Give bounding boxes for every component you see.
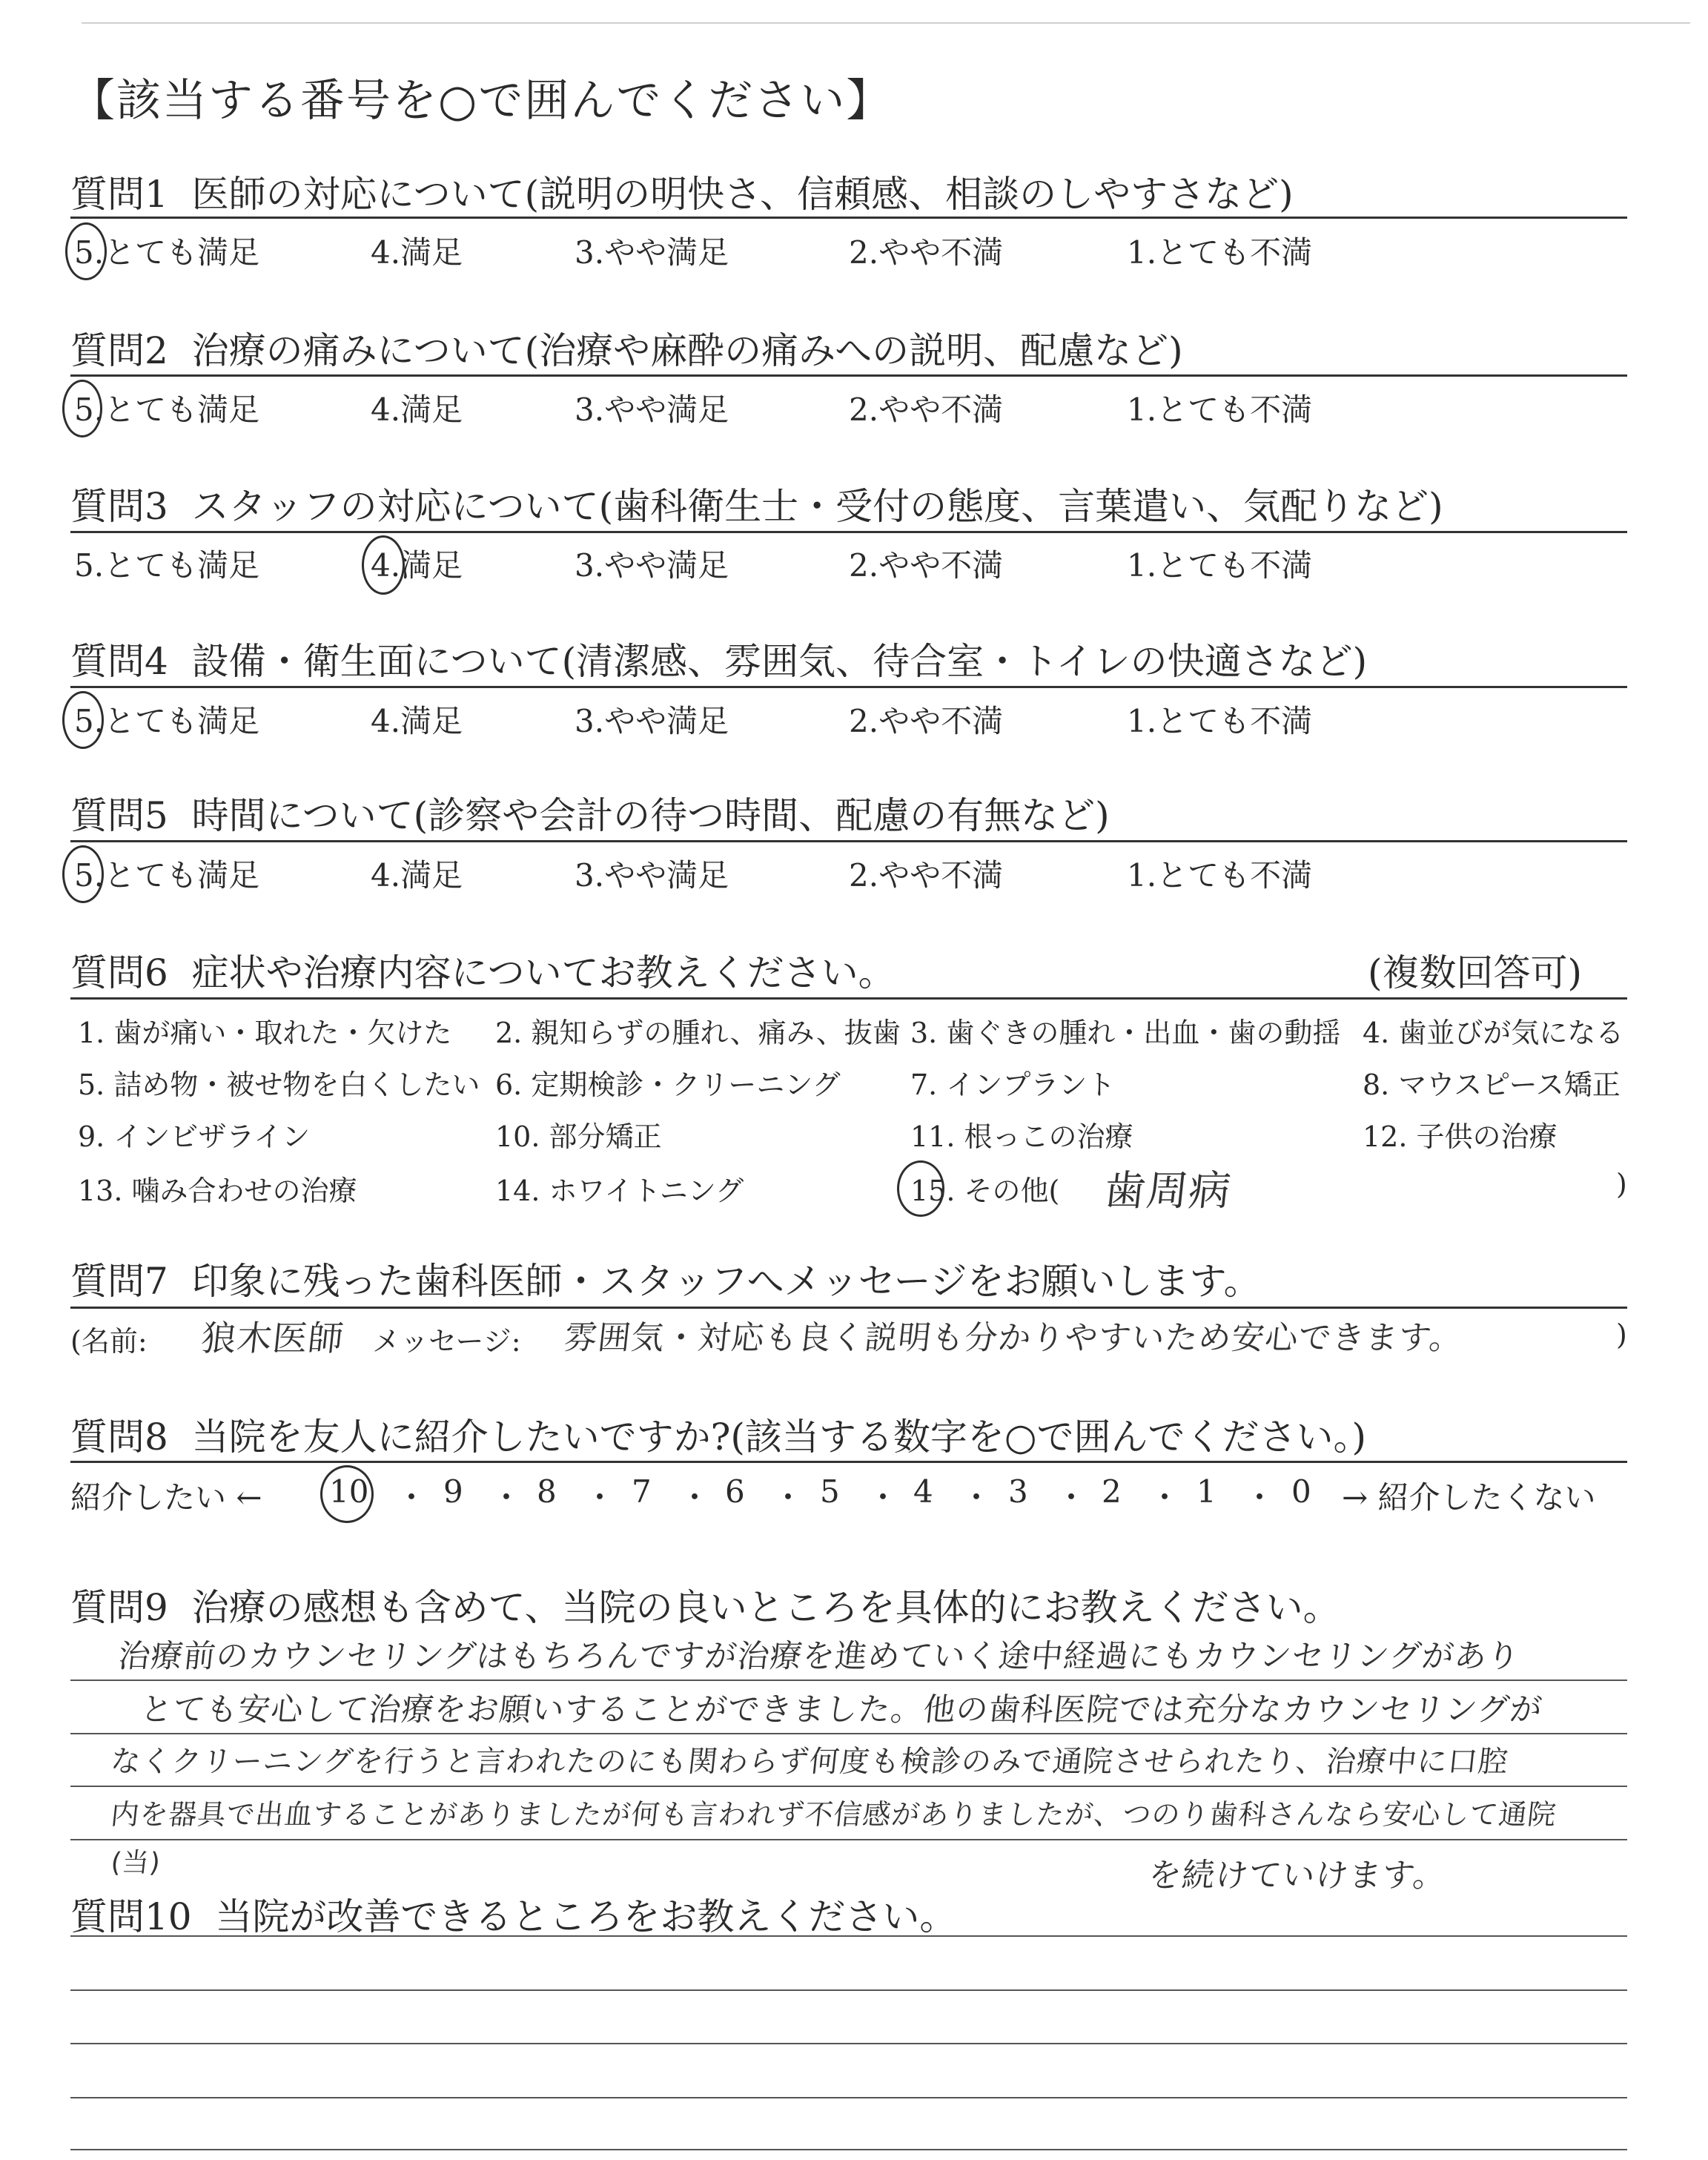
selection-circle bbox=[62, 380, 102, 437]
scale-dot: ・ bbox=[1056, 1479, 1088, 1516]
answer-text-line: 内を器具で出血することがありましたが何も言われず不信感がありましたが、つのり歯科さんなら安心して通院 bbox=[109, 1798, 1558, 1831]
answer-text-line: なくクリーニングを行うと言われたのにも関わらず何度も検診のみで通院させられたり、治療中に口腔 bbox=[109, 1745, 1511, 1779]
answer-text-line: を続けていけます。 bbox=[1146, 1857, 1449, 1895]
question-10: 質問10 当院が改善できるところをお教えください。 bbox=[70, 1895, 957, 1938]
question-7-rule bbox=[70, 1307, 1627, 1309]
answer-text-line: 治療前のカウンセリングはもちろんですが治療を進めていく途中経過にもカウンセリングがあり bbox=[116, 1638, 1522, 1675]
treatment-option[interactable]: 7. インプラント bbox=[910, 1069, 1116, 1101]
selection-circle bbox=[320, 1465, 374, 1523]
question-1-rule bbox=[70, 217, 1627, 219]
answer-line bbox=[70, 1733, 1627, 1734]
scale-value[interactable]: 5 bbox=[820, 1473, 840, 1510]
question-8: 質問8 当院を友人に紹介したいですか?(該当する数字を○で囲んでください。) bbox=[70, 1416, 1367, 1459]
question-8-rule bbox=[70, 1461, 1627, 1463]
answer-line[interactable] bbox=[70, 2149, 1627, 2150]
scale-dot: ・ bbox=[491, 1479, 523, 1516]
rating-option-3[interactable]: 3.やや満足 bbox=[575, 392, 729, 428]
scale-dot: ・ bbox=[1149, 1479, 1181, 1516]
scale-dot: ・ bbox=[867, 1479, 899, 1516]
rating-option-5[interactable]: 5.とても満足 bbox=[74, 703, 260, 739]
rating-option-1[interactable]: 1.とても不満 bbox=[1127, 703, 1313, 739]
other-close-paren: ) bbox=[1616, 1168, 1627, 1200]
question-7: 質問7 印象に残った歯科医師・スタッフへメッセージをお願いします。 bbox=[70, 1260, 1261, 1303]
scale-left-label: 紹介したい ← bbox=[70, 1479, 262, 1516]
answer-text-line: とても安心して治療をお願いすることができました。他の歯科医院では充分なカウンセリングが bbox=[139, 1691, 1545, 1728]
scale-value[interactable]: 10 bbox=[329, 1473, 369, 1510]
treatment-option[interactable]: 8. マウスピース矯正 bbox=[1363, 1069, 1621, 1101]
treatment-option[interactable]: 10. 部分矯正 bbox=[495, 1120, 662, 1153]
rating-option-4[interactable]: 4.満足 bbox=[371, 392, 463, 428]
question-9: 質問9 治療の感想も含めて、当院の良いところを具体的にお教えください。 bbox=[70, 1586, 1340, 1629]
rating-option-1[interactable]: 1.とても不満 bbox=[1127, 392, 1313, 428]
page-title: 【該当する番号を○で囲んでください】 bbox=[70, 75, 893, 127]
message-close-paren: ) bbox=[1616, 1318, 1627, 1351]
answer-line[interactable] bbox=[70, 2043, 1627, 2044]
question-6: 質問6 症状や治療内容についてお教えください。 bbox=[70, 951, 896, 994]
selection-circle bbox=[62, 845, 104, 903]
treatment-option-other[interactable]: 15. その他( bbox=[910, 1175, 1060, 1207]
rating-option-2[interactable]: 2.やや不満 bbox=[849, 392, 1004, 428]
question-4: 質問4 設備・衛生面について(清潔感、雰囲気、待合室・トイレの快適さなど) bbox=[70, 640, 1368, 683]
treatment-option[interactable]: 6. 定期検診・クリーニング bbox=[495, 1069, 841, 1101]
treatment-option[interactable]: 1. 歯が痛い・取れた・欠けた bbox=[78, 1017, 452, 1049]
message-label: メッセージ: bbox=[372, 1325, 521, 1358]
rating-option-4[interactable]: 4.満足 bbox=[371, 857, 463, 894]
treatment-option[interactable]: 4. 歯並びが気になる bbox=[1363, 1017, 1624, 1049]
treatment-option[interactable]: 13. 噛み合わせの治療 bbox=[78, 1175, 357, 1207]
rating-option-4[interactable]: 4.満足 bbox=[371, 234, 463, 271]
answer-line bbox=[70, 1839, 1627, 1840]
rating-option-4[interactable]: 4.満足 bbox=[371, 547, 463, 584]
rating-option-4[interactable]: 4.満足 bbox=[371, 703, 463, 739]
treatment-option[interactable]: 5. 詰め物・被せ物を白くしたい bbox=[78, 1069, 480, 1101]
treatment-option[interactable]: 3. 歯ぐきの腫れ・出血・歯の動揺 bbox=[910, 1017, 1341, 1049]
rating-option-5[interactable]: 5.とても満足 bbox=[74, 547, 260, 584]
scale-dot: ・ bbox=[396, 1479, 428, 1516]
rating-option-1[interactable]: 1.とても不満 bbox=[1127, 547, 1313, 584]
name-label: (名前: bbox=[70, 1325, 148, 1358]
scale-value[interactable]: 9 bbox=[443, 1473, 463, 1510]
selection-circle bbox=[897, 1160, 944, 1217]
rating-option-1[interactable]: 1.とても不満 bbox=[1127, 234, 1313, 271]
question-1: 質問1 医師の対応について(説明の明快さ、信頼感、相談のしやすさなど) bbox=[70, 173, 1294, 216]
question-5-rule bbox=[70, 840, 1627, 842]
question-3: 質問3 スタッフの対応について(歯科衛生士・受付の態度、言葉遣い、気配りなど) bbox=[70, 485, 1443, 528]
answer-text-note: (当) bbox=[109, 1848, 162, 1878]
scale-dot: ・ bbox=[1244, 1479, 1276, 1516]
rating-option-2[interactable]: 2.やや不満 bbox=[849, 703, 1004, 739]
name-value-handwritten: 狼木医師 bbox=[199, 1318, 346, 1359]
treatment-option[interactable]: 9. インビザライン bbox=[78, 1120, 311, 1153]
scale-value[interactable]: 7 bbox=[632, 1473, 652, 1510]
rating-option-5[interactable]: 5.とても満足 bbox=[74, 392, 260, 428]
scale-value[interactable]: 6 bbox=[725, 1473, 745, 1510]
scale-value[interactable]: 0 bbox=[1291, 1473, 1311, 1510]
rating-option-3[interactable]: 3.やや満足 bbox=[575, 547, 729, 584]
rating-option-2[interactable]: 2.やや不満 bbox=[849, 547, 1004, 584]
question-3-rule bbox=[70, 531, 1627, 533]
selection-circle bbox=[65, 222, 107, 280]
rating-option-3[interactable]: 3.やや満足 bbox=[575, 857, 729, 894]
treatment-option[interactable]: 12. 子供の治療 bbox=[1363, 1120, 1558, 1153]
question-2: 質問2 治療の痛みについて(治療や麻酔の痛みへの説明、配慮など) bbox=[70, 329, 1183, 372]
scale-right-label: → 紹介したくない bbox=[1342, 1479, 1596, 1516]
rating-option-3[interactable]: 3.やや満足 bbox=[575, 234, 729, 271]
scale-value[interactable]: 2 bbox=[1102, 1473, 1122, 1510]
treatment-option[interactable]: 14. ホワイトニング bbox=[495, 1175, 744, 1207]
question-4-rule bbox=[70, 686, 1627, 688]
scale-dot: ・ bbox=[772, 1479, 804, 1516]
question-5: 質問5 時間について(診察や会計の待つ時間、配慮の有無など) bbox=[70, 794, 1110, 837]
answer-line[interactable] bbox=[70, 2097, 1627, 2098]
answer-line bbox=[70, 1786, 1627, 1787]
scale-dot: ・ bbox=[584, 1479, 616, 1516]
rating-option-1[interactable]: 1.とても不満 bbox=[1127, 857, 1313, 894]
rating-option-3[interactable]: 3.やや満足 bbox=[575, 703, 729, 739]
answer-line[interactable] bbox=[70, 1935, 1627, 1937]
answer-line[interactable] bbox=[70, 1989, 1627, 1991]
message-value-handwritten: 雰囲気・対応も良く説明も分かりやすいため安心できます。 bbox=[562, 1319, 1465, 1357]
rating-option-2[interactable]: 2.やや不満 bbox=[849, 857, 1004, 894]
rating-option-5[interactable]: 5.とても満足 bbox=[74, 234, 260, 271]
scale-value[interactable]: 8 bbox=[537, 1473, 557, 1510]
treatment-option[interactable]: 11. 根っこの治療 bbox=[910, 1120, 1133, 1153]
scale-dot: ・ bbox=[961, 1479, 993, 1516]
scale-dot: ・ bbox=[679, 1479, 711, 1516]
other-answer-handwritten: 歯周病 bbox=[1102, 1167, 1234, 1215]
multiple-answer-note: (複数回答可) bbox=[1368, 951, 1583, 994]
selection-circle bbox=[62, 691, 104, 749]
treatment-option[interactable]: 2. 親知らずの腫れ、痛み、抜歯 bbox=[495, 1017, 901, 1049]
top-border bbox=[82, 22, 1690, 24]
rating-option-5[interactable]: 5.とても満足 bbox=[74, 857, 260, 894]
question-6-rule bbox=[70, 997, 1627, 1000]
question-2-rule bbox=[70, 374, 1627, 377]
rating-option-2[interactable]: 2.やや不満 bbox=[849, 234, 1004, 271]
selection-circle bbox=[362, 535, 405, 595]
scale-value[interactable]: 1 bbox=[1196, 1473, 1217, 1510]
answer-line bbox=[70, 1680, 1627, 1681]
scale-value[interactable]: 3 bbox=[1008, 1473, 1028, 1510]
scale-value[interactable]: 4 bbox=[913, 1473, 933, 1510]
